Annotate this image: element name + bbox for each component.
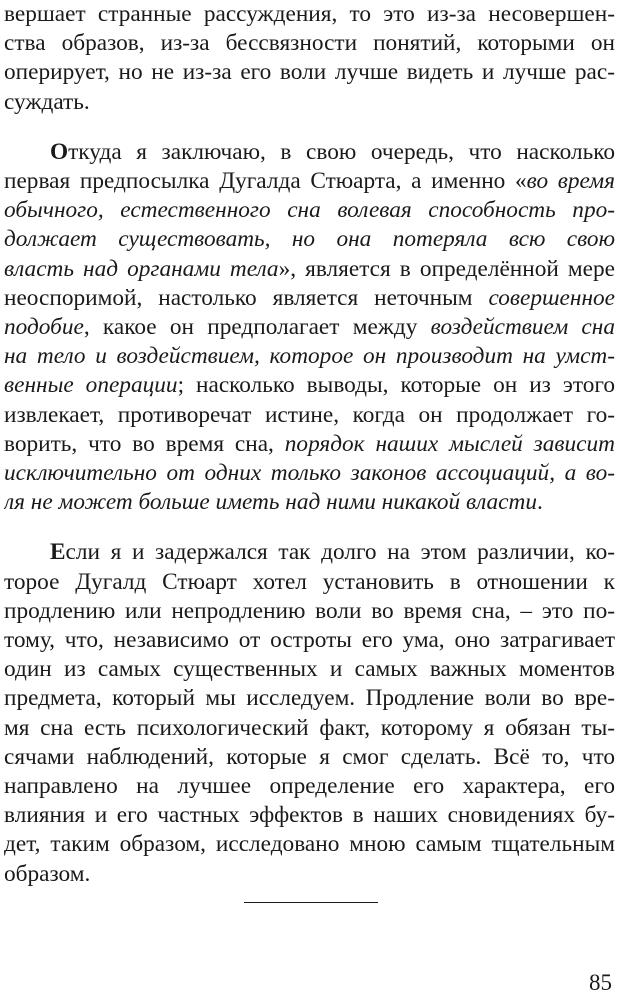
text-line: дет, таким образом, исследовано мною самым тщательным [4,831,615,858]
drop-letter: О [50,138,69,165]
text-line: ворить, что во время сна, порядок наших мыслей зависит [4,430,615,457]
paragraph-2 [4,138,615,518]
text-line: должает существовать, но она потеряла всю свою [4,226,615,253]
text-line: тому, что, независимо от остроты его ума, оно затрагивает [4,627,615,654]
text-line: Откуда я заключаю, в свою очередь, что насколько [50,138,615,165]
text-line: на тело и воздействием, которое он производит на умст- [4,343,615,370]
paragraph-3 [4,538,615,888]
text-line: ля не может больше иметь над ними никакой власти. [4,489,543,516]
text-line: торое Дугалд Стюарт хотел установить в отношении к [4,568,615,595]
text-line: один из самых существенных и самых важных моментов [4,656,615,683]
text-line: извлекает, противоречат истине, когда он продолжает го- [4,401,615,428]
text-line: неоспоримой, настолько является неточным совершенное [4,284,615,311]
text-line: подобие, какое он предполагает между воздействием сна [4,314,615,341]
text-line: ства образов, из-за бессвязности понятий, которыми он [4,30,615,57]
text-line: исключительно от одних только законов ассоциаций, а во- [4,460,615,487]
text-line: образом. [4,860,91,887]
text-line: обычного, естественного сна волевая способность про- [4,197,615,224]
text-line: Если я и задержался так долго на этом различии, ко- [50,539,615,566]
text-line: мя сна есть психологический факт, которому я обязан ты- [4,714,615,741]
text-line: венные операции; насколько выводы, которые он из этого [4,372,615,399]
text-line: вершает странные рассуждения, то это из-за несовершен- [4,1,615,27]
text-line: оперирует, но не из-за его воли лучше видеть и лучше рас- [4,59,615,86]
page-body [4,0,615,889]
drop-letter: Е [50,539,66,566]
text-line: направлено на лучшее определение его характера, его [4,773,615,800]
text-line: продлению или непродлению воли во время сна, – это по- [4,597,615,624]
paragraph-1 [4,0,615,117]
text-line: сячами наблюдений, которые я смог сделать. Всё то, что [4,743,615,770]
text-line: влияния и его частных эффектов в наших сновидениях бу- [4,802,615,829]
text-line: власть над органами тела», является в определённой мере [4,255,615,282]
section-divider [244,902,378,903]
page-number: 85 [589,970,612,995]
text-line: первая предпосылка Дугалда Стюарта, а именно «во время [4,168,615,195]
text-line: предмета, который мы исследуем. Продление воли во вре- [4,685,615,712]
text-line: суждать. [4,88,90,115]
